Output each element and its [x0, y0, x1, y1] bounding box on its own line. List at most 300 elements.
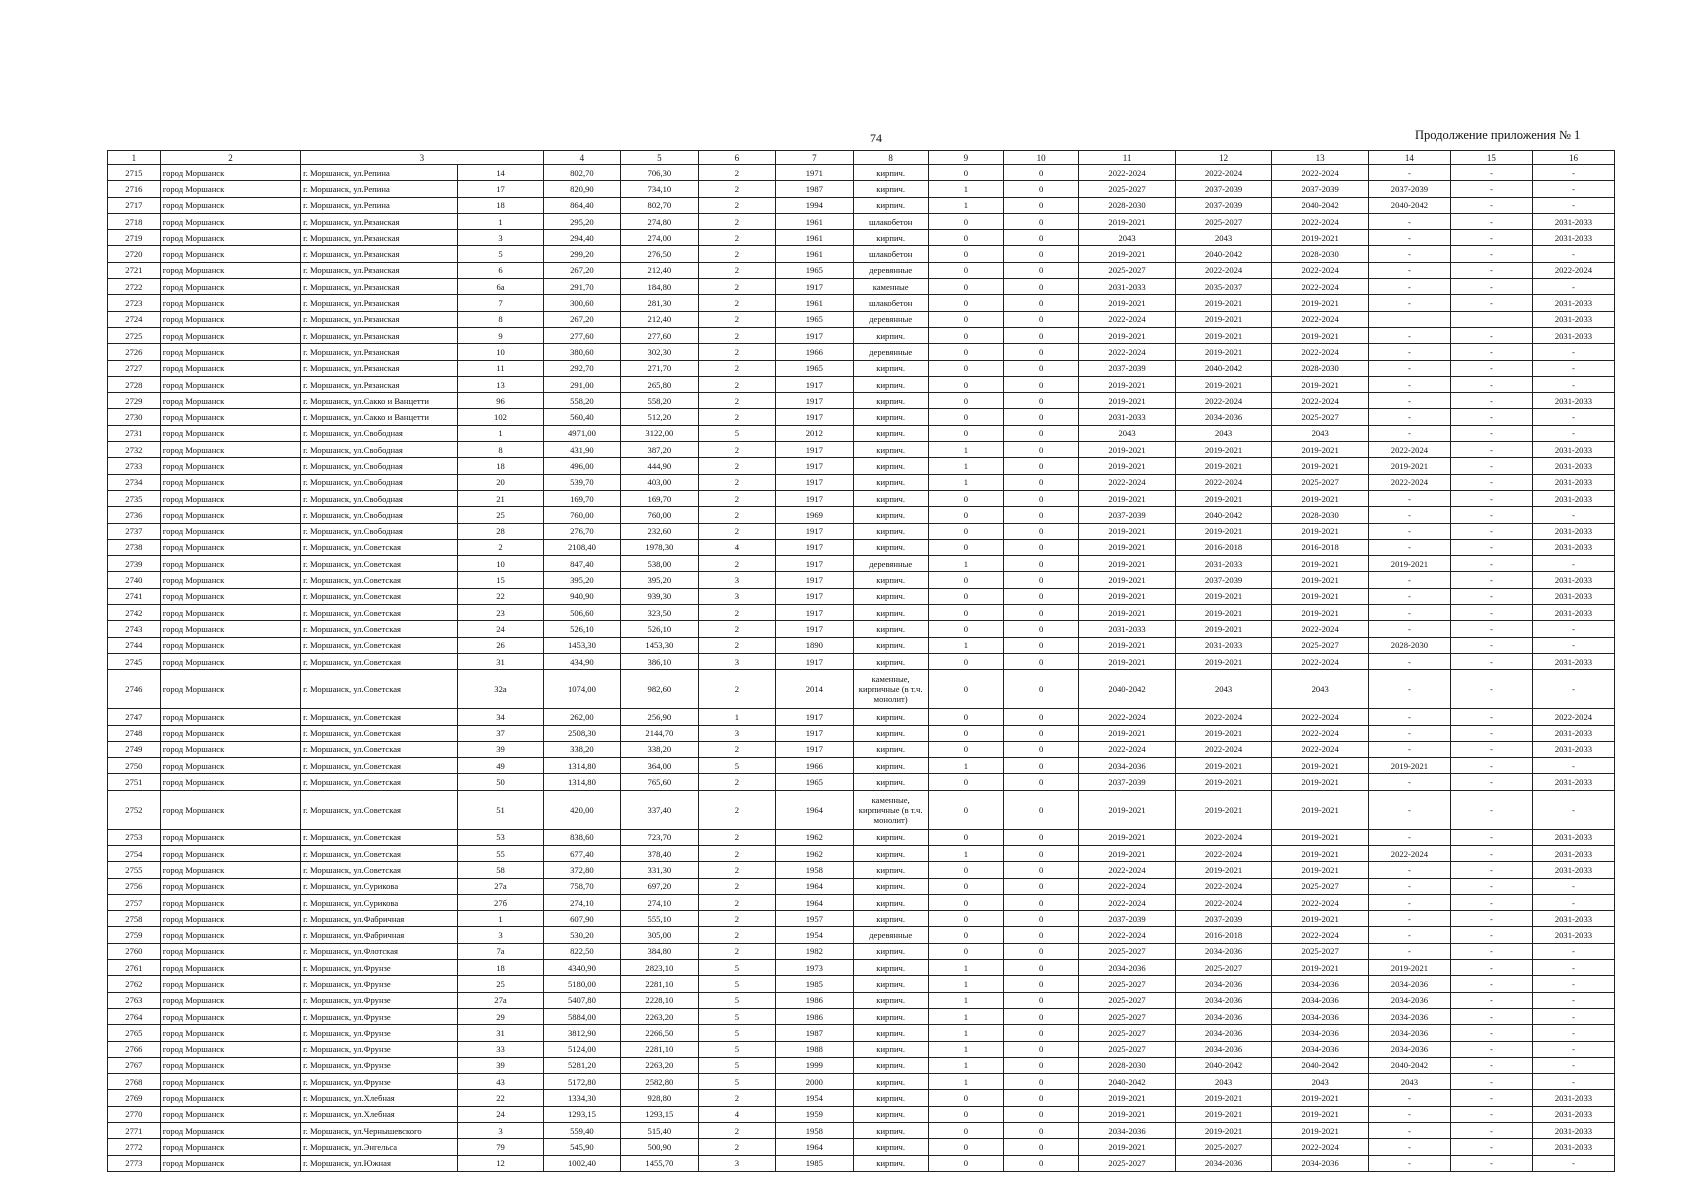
table-cell: город Моршанск — [160, 862, 300, 878]
table-cell: - — [1532, 507, 1614, 523]
table-cell: 2022-2024 — [1175, 262, 1272, 278]
table-cell: 2 — [698, 1139, 775, 1155]
table-cell: - — [1450, 393, 1532, 409]
table-cell: 2 — [698, 927, 775, 943]
table-cell: 2019-2021 — [1175, 327, 1272, 343]
table-cell: 539,70 — [543, 474, 620, 490]
table-cell: 37 — [458, 725, 543, 741]
table-cell: 0 — [1004, 409, 1079, 425]
table-cell: 4971,00 — [543, 425, 620, 441]
table-cell: 765,60 — [621, 774, 698, 790]
table-cell: 0 — [928, 507, 1003, 523]
table-cell: деревянные — [853, 927, 928, 943]
table-cell: - — [1368, 588, 1450, 604]
table-cell: 2508,30 — [543, 725, 620, 741]
table-cell: г. Моршанск, ул.Энгельса — [301, 1139, 458, 1155]
table-cell: г. Моршанск, ул.Советская — [301, 741, 458, 757]
column-header: 9 — [928, 151, 1003, 165]
table-cell: 2034-2036 — [1272, 1155, 1369, 1171]
table-cell: - — [1450, 637, 1532, 653]
table-cell: 1954 — [776, 927, 853, 943]
table-cell: 2769 — [108, 1090, 161, 1106]
table-cell: 2719 — [108, 230, 161, 246]
table-cell: 2019-2021 — [1079, 556, 1176, 572]
table-cell: - — [1450, 539, 1532, 555]
table-cell: 558,20 — [621, 393, 698, 409]
table-cell: - — [1450, 862, 1532, 878]
table-cell: 2022-2024 — [1175, 393, 1272, 409]
table-cell: - — [1368, 653, 1450, 669]
table-cell: 2043 — [1368, 1074, 1450, 1090]
table-cell: 2031-2033 — [1532, 539, 1614, 555]
table-cell: 2019-2021 — [1272, 774, 1369, 790]
table-cell: 2764 — [108, 1008, 161, 1024]
column-header: 4 — [543, 151, 620, 165]
table-row — [108, 653, 1615, 669]
table-cell: - — [1450, 490, 1532, 506]
table-cell: 2 — [698, 741, 775, 757]
table-cell: - — [1450, 425, 1532, 441]
table-cell: 262,00 — [543, 709, 620, 725]
table-cell: 212,40 — [621, 311, 698, 327]
table-cell: - — [1450, 992, 1532, 1008]
table-cell: город Моршанск — [160, 976, 300, 992]
table-cell: - — [1450, 741, 1532, 757]
table-cell: 1917 — [776, 442, 853, 458]
table-cell: кирпич. — [853, 1008, 928, 1024]
table-cell: 2019-2021 — [1175, 295, 1272, 311]
table-cell: 2034-2036 — [1175, 943, 1272, 959]
table-cell: 5 — [698, 1008, 775, 1024]
table-cell: 2 — [698, 523, 775, 539]
table-cell: 2034-2036 — [1272, 1041, 1369, 1057]
table-cell: 2770 — [108, 1106, 161, 1122]
table-cell: 0 — [1004, 741, 1079, 757]
table-cell: 2034-2036 — [1368, 992, 1450, 1008]
table-cell: 1917 — [776, 621, 853, 637]
table-cell: 526,10 — [543, 621, 620, 637]
table-cell: 2022-2024 — [1368, 845, 1450, 861]
table-cell: 2025-2027 — [1079, 1155, 1176, 1171]
table-cell: 2716 — [108, 181, 161, 197]
table-cell: г. Моршанск, ул.Фрунзе — [301, 1025, 458, 1041]
table-cell: г. Моршанск, ул.Советская — [301, 725, 458, 741]
table-cell: 2040-2042 — [1175, 246, 1272, 262]
table-cell: 2031-2033 — [1532, 829, 1614, 845]
table-cell: 0 — [1004, 1074, 1079, 1090]
table-cell: 2019-2021 — [1272, 442, 1369, 458]
table-cell: 2016-2018 — [1175, 927, 1272, 943]
table-cell: г. Моршанск, ул.Рязанская — [301, 295, 458, 311]
table-cell: 5 — [698, 1074, 775, 1090]
table-cell: 2771 — [108, 1123, 161, 1139]
table-cell: 7 — [458, 295, 543, 311]
table-cell: 2751 — [108, 774, 161, 790]
table-cell: город Моршанск — [160, 1106, 300, 1122]
table-cell: 2 — [698, 670, 775, 709]
table-cell: 5 — [698, 976, 775, 992]
table-cell: 0 — [1004, 490, 1079, 506]
table-cell: город Моршанск — [160, 230, 300, 246]
table-cell: - — [1368, 327, 1450, 343]
table-cell: 0 — [928, 262, 1003, 278]
table-cell: кирпич. — [853, 507, 928, 523]
table-cell: город Моршанск — [160, 425, 300, 441]
table-cell: 2043 — [1175, 670, 1272, 709]
table-cell: город Моршанск — [160, 279, 300, 295]
table-cell: - — [1450, 181, 1532, 197]
table-cell: 1917 — [776, 279, 853, 295]
table-cell: 212,40 — [621, 262, 698, 278]
table-cell: 2022-2024 — [1272, 213, 1369, 229]
table-cell: 0 — [928, 894, 1003, 910]
table-cell: 3 — [698, 653, 775, 669]
table-cell: - — [1450, 976, 1532, 992]
table-cell: 0 — [1004, 246, 1079, 262]
table-cell: 2765 — [108, 1025, 161, 1041]
table-cell: - — [1450, 376, 1532, 392]
table-cell: 2025-2027 — [1079, 262, 1176, 278]
table-cell: - — [1450, 927, 1532, 943]
table-cell: 13 — [458, 376, 543, 392]
table-cell: 2031-2033 — [1532, 295, 1614, 311]
table-cell: 3 — [698, 572, 775, 588]
table-cell — [1450, 311, 1532, 327]
table-cell: - — [1368, 279, 1450, 295]
table-cell: 723,70 — [621, 829, 698, 845]
table-cell: город Моршанск — [160, 490, 300, 506]
table-cell: 2019-2021 — [1175, 758, 1272, 774]
table-cell: 1 — [928, 197, 1003, 213]
table-row — [108, 572, 1615, 588]
table-cell: кирпич. — [853, 774, 928, 790]
table-cell: 2108,40 — [543, 539, 620, 555]
appendix-note: Продолжение приложения № 1 — [1415, 128, 1581, 142]
table-cell: кирпич. — [853, 490, 928, 506]
table-cell: - — [1450, 507, 1532, 523]
table-cell: 2022-2024 — [1079, 474, 1176, 490]
table-cell: 0 — [1004, 376, 1079, 392]
table-cell: 2022-2024 — [1272, 725, 1369, 741]
table-cell: 0 — [928, 425, 1003, 441]
table-row — [108, 829, 1615, 845]
table-cell: 2022-2024 — [1272, 344, 1369, 360]
table-cell: г. Моршанск, ул.Свободная — [301, 490, 458, 506]
table-cell: 2 — [698, 262, 775, 278]
table-cell: 2035-2037 — [1175, 279, 1272, 295]
table-cell: 1964 — [776, 878, 853, 894]
table-cell: 2019-2021 — [1079, 490, 1176, 506]
table-cell: - — [1450, 1041, 1532, 1057]
table-cell: город Моршанск — [160, 894, 300, 910]
table-cell: город Моршанск — [160, 1123, 300, 1139]
table-cell: кирпич. — [853, 605, 928, 621]
table-cell: 2022-2024 — [1079, 311, 1176, 327]
table-cell: - — [1532, 878, 1614, 894]
table-cell: 1985 — [776, 976, 853, 992]
table-row — [108, 758, 1615, 774]
table-cell: - — [1368, 829, 1450, 845]
table-cell: 2034-2036 — [1272, 1025, 1369, 1041]
table-cell: 2019-2021 — [1079, 246, 1176, 262]
table-row — [108, 976, 1615, 992]
table-cell: 2019-2021 — [1272, 758, 1369, 774]
table-cell: - — [1450, 894, 1532, 910]
table-cell: 0 — [1004, 653, 1079, 669]
table-cell: 2025-2027 — [1272, 637, 1369, 653]
table-cell: - — [1450, 458, 1532, 474]
table-cell: 2019-2021 — [1079, 588, 1176, 604]
table-cell: 2022-2024 — [1532, 709, 1614, 725]
table-cell: 2031-2033 — [1532, 230, 1614, 246]
table-cell: город Моршанск — [160, 165, 300, 181]
table-cell: - — [1450, 165, 1532, 181]
table-cell: 1961 — [776, 295, 853, 311]
table-cell: кирпич. — [853, 458, 928, 474]
table-cell: 2037-2039 — [1272, 181, 1369, 197]
table-cell: 5124,00 — [543, 1041, 620, 1057]
table-cell: 2031-2033 — [1532, 653, 1614, 669]
table-cell: 2037-2039 — [1368, 181, 1450, 197]
table-cell: 2 — [698, 295, 775, 311]
table-row — [108, 588, 1615, 604]
table-cell: г. Моршанск, ул.Советская — [301, 670, 458, 709]
table-cell: 21 — [458, 490, 543, 506]
table-cell: 2019-2021 — [1079, 1106, 1176, 1122]
table-cell: 1 — [458, 213, 543, 229]
table-row — [108, 1123, 1615, 1139]
table-cell: 1917 — [776, 605, 853, 621]
table-cell: 1961 — [776, 213, 853, 229]
table-cell: 558,20 — [543, 393, 620, 409]
table-cell: 5 — [458, 246, 543, 262]
table-cell: 2729 — [108, 393, 161, 409]
table-cell: 5 — [698, 1041, 775, 1057]
table-cell: - — [1368, 1106, 1450, 1122]
table-cell: - — [1450, 1074, 1532, 1090]
table-cell: - — [1450, 1139, 1532, 1155]
table-cell: 337,40 — [621, 790, 698, 829]
table-cell: 11 — [458, 360, 543, 376]
table-cell: 277,60 — [543, 327, 620, 343]
table-cell: кирпич. — [853, 588, 928, 604]
table-cell: 0 — [1004, 262, 1079, 278]
table-row — [108, 295, 1615, 311]
table-cell: - — [1368, 295, 1450, 311]
table-cell: 1455,70 — [621, 1155, 698, 1171]
table-cell: 2 — [698, 311, 775, 327]
table-cell: - — [1368, 393, 1450, 409]
table-cell: - — [1450, 605, 1532, 621]
table-cell: - — [1532, 790, 1614, 829]
table-cell: 2043 — [1175, 1074, 1272, 1090]
table-cell: 0 — [928, 862, 1003, 878]
table-cell: 2031-2033 — [1532, 862, 1614, 878]
table-cell: 29 — [458, 1008, 543, 1024]
column-header: 15 — [1450, 151, 1532, 165]
table-cell: 760,00 — [621, 507, 698, 523]
table-row — [108, 1074, 1615, 1090]
table-cell: - — [1532, 1155, 1614, 1171]
table-cell: 3812,90 — [543, 1025, 620, 1041]
table-cell: 2031-2033 — [1532, 572, 1614, 588]
table-cell: - — [1368, 262, 1450, 278]
table-body — [108, 165, 1615, 1172]
table-row — [108, 894, 1615, 910]
table-cell: 1985 — [776, 1155, 853, 1171]
table-cell: 2 — [698, 862, 775, 878]
table-row — [108, 556, 1615, 572]
table-cell: 0 — [1004, 1008, 1079, 1024]
table-cell: 2738 — [108, 539, 161, 555]
table-row — [108, 943, 1615, 959]
table-cell: 2031-2033 — [1532, 588, 1614, 604]
table-cell: 2031-2033 — [1532, 911, 1614, 927]
table-cell: 0 — [1004, 862, 1079, 878]
table-row — [108, 376, 1615, 392]
table-cell: г. Моршанск, ул.Рязанская — [301, 376, 458, 392]
table-cell: кирпич. — [853, 1106, 928, 1122]
table-row — [108, 709, 1615, 725]
table-cell: 2019-2021 — [1368, 758, 1450, 774]
table-cell: 2717 — [108, 197, 161, 213]
table-cell: 0 — [1004, 943, 1079, 959]
table-cell: - — [1450, 588, 1532, 604]
table-cell: 2019-2021 — [1272, 523, 1369, 539]
table-cell: - — [1368, 507, 1450, 523]
table-cell: г. Моршанск, ул.Сакко и Ванцетти — [301, 409, 458, 425]
table-cell: 271,70 — [621, 360, 698, 376]
table-cell: 847,40 — [543, 556, 620, 572]
table-cell: - — [1450, 409, 1532, 425]
table-cell: 864,40 — [543, 197, 620, 213]
table-cell: 0 — [928, 605, 1003, 621]
table-cell: 2019-2021 — [1175, 1106, 1272, 1122]
table-cell: 0 — [1004, 1139, 1079, 1155]
table-cell: кирпич. — [853, 960, 928, 976]
table-cell: - — [1532, 409, 1614, 425]
table-cell: 2743 — [108, 621, 161, 637]
table-row — [108, 774, 1615, 790]
table-cell: 2022-2024 — [1368, 442, 1450, 458]
table-cell: 2031-2033 — [1532, 490, 1614, 506]
table-cell: 2 — [698, 327, 775, 343]
housing-registry-table — [107, 150, 1615, 1172]
table-cell: 2022-2024 — [1175, 165, 1272, 181]
table-cell: 2019-2021 — [1079, 458, 1176, 474]
table-cell: - — [1532, 376, 1614, 392]
table-cell: 706,30 — [621, 165, 698, 181]
table-cell: г. Моршанск, ул.Сакко и Ванцетти — [301, 393, 458, 409]
table-cell: 5 — [698, 1057, 775, 1073]
table-cell: 2028-2030 — [1272, 507, 1369, 523]
table-cell: город Моршанск — [160, 878, 300, 894]
table-cell: - — [1450, 1090, 1532, 1106]
table-cell: 2019-2021 — [1175, 311, 1272, 327]
table-cell: город Моршанск — [160, 474, 300, 490]
table-cell: 2 — [698, 774, 775, 790]
table-cell: 0 — [1004, 474, 1079, 490]
table-cell: шлакобетон — [853, 246, 928, 262]
table-cell: 2746 — [108, 670, 161, 709]
table-cell: 2760 — [108, 943, 161, 959]
table-row — [108, 344, 1615, 360]
table-cell: 2747 — [108, 709, 161, 725]
table-cell: 2019-2021 — [1272, 230, 1369, 246]
table-cell: 1961 — [776, 246, 853, 262]
table-cell: 2031-2033 — [1532, 393, 1614, 409]
table-cell: 2019-2021 — [1272, 790, 1369, 829]
table-cell: 2019-2021 — [1175, 790, 1272, 829]
table-cell: 2025-2027 — [1175, 1139, 1272, 1155]
table-cell: г. Моршанск, ул.Рязанская — [301, 311, 458, 327]
table-cell: 1453,30 — [621, 637, 698, 653]
column-header: 14 — [1368, 151, 1450, 165]
table-cell: 9 — [458, 327, 543, 343]
table-cell: - — [1450, 360, 1532, 376]
table-cell: город Моршанск — [160, 295, 300, 311]
table-row — [108, 393, 1615, 409]
table-cell: - — [1368, 409, 1450, 425]
table-cell: 1 — [928, 960, 1003, 976]
table-cell: 1 — [458, 911, 543, 927]
table-cell: город Моршанск — [160, 588, 300, 604]
table-cell: 2031-2033 — [1532, 442, 1614, 458]
table-cell: 22 — [458, 588, 543, 604]
table-cell: - — [1532, 1025, 1614, 1041]
table-cell: 2019-2021 — [1272, 829, 1369, 845]
table-cell: - — [1450, 829, 1532, 845]
table-cell: 2043 — [1175, 425, 1272, 441]
table-cell: 0 — [928, 709, 1003, 725]
table-cell: 274,10 — [621, 894, 698, 910]
table-cell: 2752 — [108, 790, 161, 829]
table-cell: 2019-2021 — [1079, 1090, 1176, 1106]
table-cell: город Моршанск — [160, 458, 300, 474]
table-cell: 4 — [698, 539, 775, 555]
table-row — [108, 262, 1615, 278]
table-cell: 24 — [458, 621, 543, 637]
table-cell: 5407,80 — [543, 992, 620, 1008]
table-cell: 274,80 — [621, 213, 698, 229]
table-cell: 2022-2024 — [1272, 621, 1369, 637]
table-cell: 2043 — [1079, 230, 1176, 246]
table-cell: 1 — [928, 458, 1003, 474]
table-cell: 2034-2036 — [1175, 1041, 1272, 1057]
table-cell: г. Моршанск, ул.Фрунзе — [301, 960, 458, 976]
table-cell: г. Моршанск, ул.Флотская — [301, 943, 458, 959]
table-cell: 55 — [458, 845, 543, 861]
table-cell: г. Моршанск, ул.Фрунзе — [301, 992, 458, 1008]
table-cell: 4 — [698, 1106, 775, 1122]
table-cell: - — [1368, 725, 1450, 741]
table-cell: - — [1532, 246, 1614, 262]
table-cell: 0 — [1004, 425, 1079, 441]
table-cell: кирпич. — [853, 197, 928, 213]
table-cell: 2 — [698, 790, 775, 829]
table-cell: 0 — [1004, 507, 1079, 523]
table-cell: 2022-2024 — [1272, 262, 1369, 278]
table-cell: 2 — [698, 279, 775, 295]
table-cell: 1917 — [776, 474, 853, 490]
table-cell: город Моршанск — [160, 393, 300, 409]
table-cell: 2031-2033 — [1175, 637, 1272, 653]
table-cell: 305,00 — [621, 927, 698, 943]
table-cell: 2019-2021 — [1368, 960, 1450, 976]
table-row — [108, 670, 1615, 709]
table-cell: кирпич. — [853, 425, 928, 441]
table-cell: 2582,80 — [621, 1074, 698, 1090]
